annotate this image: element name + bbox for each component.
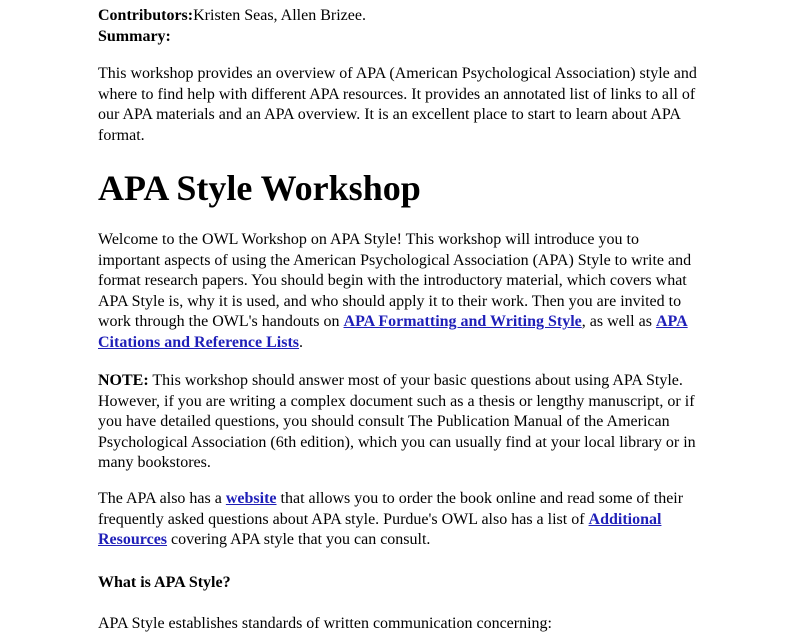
- note-text: This workshop should answer most of your basic questions about using APA Style. However, if you are writing a complex document such as a thesis or lengthy manuscript, or if you have detailed questions, you should consult The Publication Manual of the American Psychological Association (6th edition), which you can usually find at your local library or in many bookstores.: [98, 372, 696, 472]
- website-text-middle: that allows you to order the book online and read some of their frequently asked questions about APA style. Purdue's OWL also has a list of: [98, 490, 684, 528]
- what-is-apa-heading: What is APA Style?: [98, 574, 231, 591]
- apa-formatting-link[interactable]: APA Formatting and Writing Style: [343, 313, 582, 331]
- note-label: NOTE:: [98, 372, 149, 389]
- website-text-after: covering APA style that you can consult.: [167, 531, 431, 549]
- page-title: APA Style Workshop: [98, 168, 421, 208]
- note-paragraph: [98, 371, 698, 474]
- summary-paragraph: This workshop provides an overview of APA (American Psychological Association) style and where to find help with different APA resources. It provides an annotated list of links to all of our APA materials and an APA overview. It is an excellent place to start to learn about APA format.: [98, 65, 697, 144]
- summary-label: Summary:: [98, 28, 171, 45]
- website-text-before: The APA also has a: [98, 490, 226, 507]
- contributors-line: [98, 6, 366, 26]
- intro-text-after: .: [299, 333, 304, 351]
- apa-style-paragraph: APA Style establishes standards of written communication concerning:: [98, 615, 552, 632]
- intro-paragraph: [98, 230, 698, 354]
- apa-citations-link[interactable]: APA Citations and Reference Lists: [98, 313, 688, 351]
- website-paragraph: [98, 489, 698, 551]
- additional-resources-link[interactable]: Additional Resources: [98, 510, 662, 549]
- intro-text-middle: , as well as: [581, 313, 656, 331]
- contributors-label: Contributors:: [98, 7, 194, 24]
- contributors-value: Kristen Seas, Allen Brizee.: [193, 7, 366, 24]
- website-link[interactable]: website: [225, 490, 277, 507]
- intro-text-before: Welcome to the OWL Workshop on APA Style! This workshop will introduce you to important aspects of using the American Psychological Association (APA) Style to write and format research papers. You should begin with the introductory material, which covers what APA Style is, why it is used, and who should apply it to their work. Then you are invited to work through the OWL's handouts on: [98, 231, 692, 331]
